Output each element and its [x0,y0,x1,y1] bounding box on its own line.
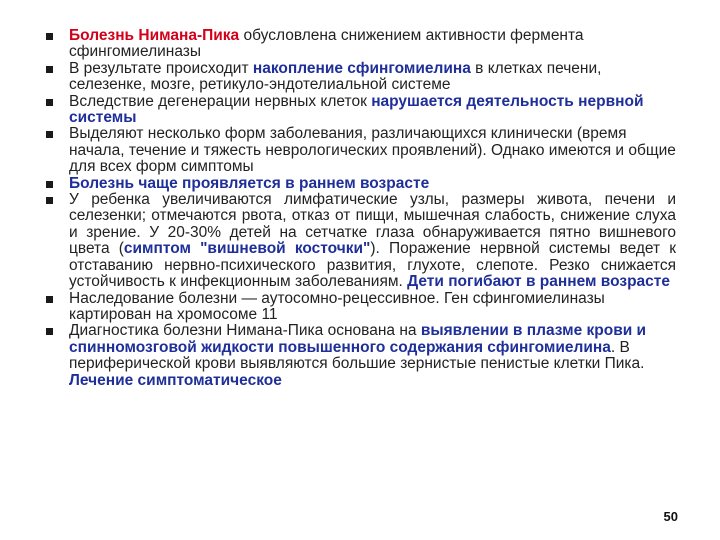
text-segment: нарушается деятельность нервной системы [69,92,644,127]
page-number: 50 [663,509,678,524]
text-segment: Вследствие дегенерации нервных клеток [69,92,372,110]
square-bullet-icon [46,328,53,335]
text-segment: Диагностика болезни Нимана-Пика основана на [69,322,421,340]
square-bullet-icon [46,131,53,138]
text-segment: . В периферической крови выявляются большие зернистые пенистые клетки Пика. [69,338,645,373]
square-bullet-icon [46,33,53,40]
text-segment: Выделяют несколько форм заболевания, различающихся клинически (время начала, течение и тяжесть неврологических проявлений). Однако имеются и общие для всех форм симптомы [69,125,676,176]
text-segment: симптом "вишневой косточки" [123,240,371,258]
bullet-item-7 [46,291,676,324]
bullet-item-8 [46,323,676,389]
bullet-item-5 [46,176,676,192]
text-segment: У ребенка увеличиваются лимфатические узлы, размеры живота, печени и селезенки; отмечаются рвота, отказ от пищи, мышечная слабость, снижение слуха и зрение. У 20-30% детей на сетчатке глаза обнаруживается пятно вишневого цвета ( [69,191,676,258]
bullet-item-3 [46,94,676,127]
text-segment: Болезнь чаще проявляется в раннем возрасте [69,174,430,192]
text-segment: накопление сфингомиелина [252,59,471,77]
text-segment: Наследование болезни — аутосомно-рецессивное. Ген сфингомиелиназы картирован на хромосоме 11 [69,289,605,323]
square-bullet-icon [46,296,53,303]
square-bullet-icon [46,197,53,204]
text-segment: в клетках печени, селезенке, мозге, ретикуло-эндотелиальной системе [69,59,602,94]
text-segment: ). Поражение нервной системы ведет к отставанию нервно-психического развития, глухоте, слепоте. Резко снижается устойчивость к инфекционным заболеваниям. [69,240,677,291]
text-segment: обусловлена снижением активности фермента сфингомиелиназы [69,27,584,61]
bullet-item-6 [46,192,676,290]
square-bullet-icon [46,99,53,106]
square-bullet-icon [46,181,53,188]
square-bullet-icon [46,66,53,73]
text-segment: В результате происходит [69,59,253,77]
text-segment: Дети погибают в раннем возрасте [407,273,671,291]
text-segment: Лечение симптоматическое [69,371,282,389]
bullet-list [46,28,676,389]
text-segment: Болезнь Нимана-Пика [69,27,240,44]
text-segment: выявлении в плазме крови и спинномозговой жидкости повышенного содержания сфингомиелина [69,322,647,356]
bullet-item-2 [46,61,676,94]
bullet-item-4 [46,126,676,175]
bullet-item-1 [46,28,676,61]
